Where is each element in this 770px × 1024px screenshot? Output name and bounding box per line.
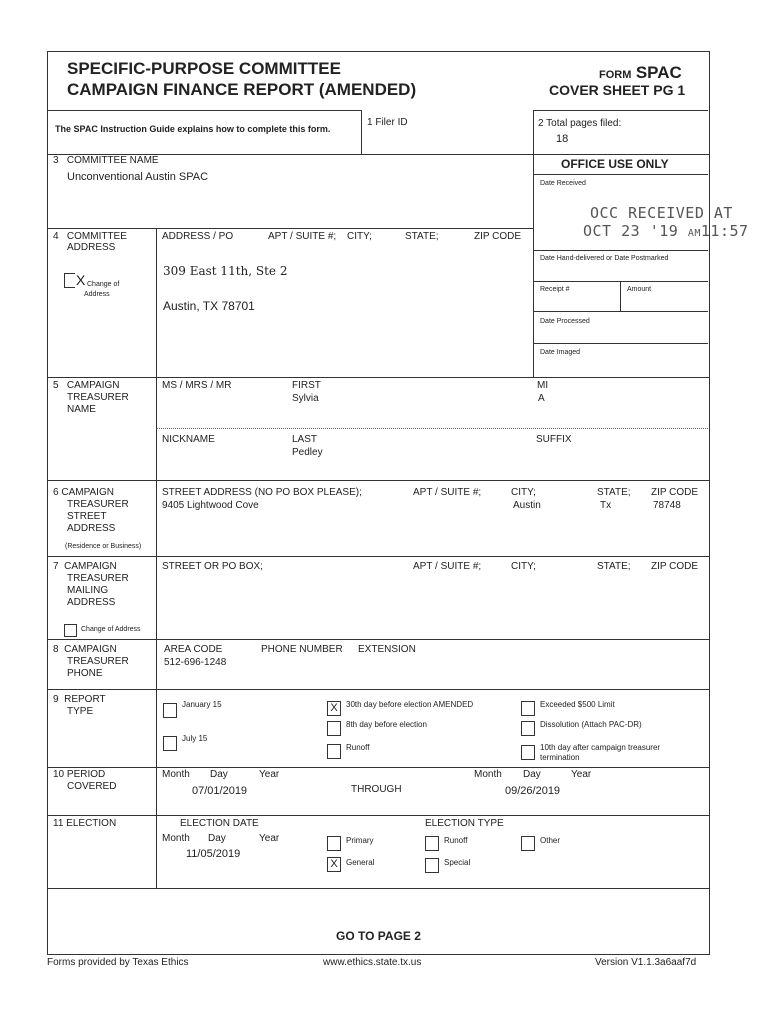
filer-id-label: 1 Filer ID	[367, 117, 408, 128]
first-name-header: FIRST	[292, 380, 321, 391]
street-city-value[interactable]: Austin	[513, 500, 541, 511]
street-city-header: CITY;	[511, 487, 536, 498]
last-name-header: LAST	[292, 434, 318, 445]
election-type-header: ELECTION TYPE	[425, 818, 504, 829]
extension-header: EXTENSION	[358, 644, 416, 655]
total-pages-value[interactable]: 18	[556, 133, 569, 145]
primary-checkbox[interactable]	[327, 836, 341, 851]
phone-value[interactable]: 512-696-1248	[164, 657, 227, 668]
cover-sheet-label: COVER SHEET PG 1	[549, 82, 686, 98]
phone-number-header: PHONE NUMBER	[261, 644, 343, 655]
street-address-value[interactable]: 9405 Lightwood Cove	[162, 500, 259, 511]
footer-left: Forms provided by Texas Ethics	[47, 957, 189, 968]
mi-header: MI	[537, 380, 549, 391]
date-received-label: Date Received	[540, 180, 586, 187]
runoff-election-checkbox[interactable]	[425, 836, 439, 851]
exceeded-limit-checkbox[interactable]	[521, 701, 535, 716]
total-pages-label: 2 Total pages filed:	[538, 118, 622, 129]
receipt-number-label: Receipt #	[540, 286, 570, 293]
apt-suite-header: APT / SUITE #;	[268, 231, 337, 242]
go-to-page-2: GO TO PAGE 2	[336, 929, 421, 943]
committee-address-label: 4 COMMITTEE	[53, 231, 127, 242]
july-15-checkbox[interactable]	[163, 736, 177, 751]
runoff-report-checkbox[interactable]	[327, 744, 341, 759]
office-use-only-title: OFFICE USE ONLY	[561, 157, 669, 171]
received-stamp-line1: OCC RECEIVED AT	[590, 204, 733, 222]
mailing-apt-header: APT / SUITE #;	[413, 561, 482, 572]
10th-day-termination-checkbox[interactable]	[521, 745, 535, 760]
through-label: THROUGH	[351, 784, 402, 795]
received-stamp-line2: OCT 23 '19 AM11:57	[583, 222, 749, 240]
election-label: 11 ELECTION	[53, 818, 117, 829]
amount-label: Amount	[627, 286, 652, 293]
mailing-street-header: STREET OR PO BOX;	[162, 561, 263, 572]
period-covered-label: 10 PERIOD	[53, 769, 106, 780]
state-header: STATE;	[405, 231, 439, 242]
form-title-line2: CAMPAIGN FINANCE REPORT (AMENDED)	[67, 80, 417, 99]
residence-note: (Residence or Business)	[65, 543, 142, 550]
special-checkbox[interactable]	[425, 858, 439, 873]
street-address-header: STREET ADDRESS (NO PO BOX PLEASE);	[162, 487, 362, 498]
first-name-value[interactable]: Sylvia	[292, 393, 319, 404]
other-election-checkbox[interactable]	[521, 836, 535, 851]
area-code-header: AREA CODE	[164, 644, 223, 655]
mailing-state-header: STATE;	[597, 561, 631, 572]
address-line1[interactable]: 309 East 11th, Ste 2	[163, 264, 288, 278]
mailing-city-header: CITY;	[511, 561, 536, 572]
change-of-address-checkbox[interactable]	[64, 273, 75, 288]
form-code: SPAC	[635, 63, 682, 82]
report-type-label: 9 REPORT	[53, 694, 106, 705]
treasurer-mailing-label: 7 CAMPAIGN	[53, 561, 117, 572]
mailing-change-label: Change of Address	[81, 626, 141, 633]
period-to-value[interactable]: 09/26/2019	[505, 785, 561, 797]
instruction-text: The SPAC Instruction Guide explains how to complete this form.	[55, 124, 331, 134]
form-word: FORM	[599, 69, 632, 81]
date-hand-delivered-label: Date Hand-delivered or Date Postmarked	[540, 255, 669, 262]
last-name-value[interactable]: Pedley	[292, 447, 323, 458]
zip-header: ZIP CODE	[474, 231, 522, 242]
suffix-header: SUFFIX	[536, 434, 572, 445]
address-line2[interactable]: Austin, TX 78701	[163, 299, 255, 313]
treasurer-phone-label: 8 CAMPAIGN	[53, 644, 117, 655]
street-zip-value[interactable]: 78748	[653, 500, 681, 511]
filer-id-field[interactable]	[372, 132, 522, 148]
date-imaged-label: Date Imaged	[540, 349, 581, 356]
mi-value[interactable]: A	[538, 393, 545, 404]
prefix-header: MS / MRS / MR	[162, 380, 232, 391]
election-date-value[interactable]: 11/05/2019	[186, 848, 241, 860]
form-title-line1: SPECIFIC-PURPOSE COMMITTEE	[67, 59, 341, 78]
street-zip-header: ZIP CODE	[651, 487, 699, 498]
general-checkbox[interactable]: X	[327, 857, 341, 872]
dissolution-checkbox[interactable]	[521, 721, 535, 736]
8th-day-checkbox[interactable]	[327, 721, 341, 736]
date-processed-label: Date Processed	[540, 318, 590, 325]
mailing-zip-header: ZIP CODE	[651, 561, 699, 572]
january-15-checkbox[interactable]	[163, 703, 177, 718]
election-date-header: ELECTION DATE	[180, 818, 259, 829]
footer-url: www.ethics.state.tx.us	[323, 957, 422, 968]
footer-version: Version V1.1.3a6aaf7d	[595, 957, 697, 968]
committee-name-label: 3 COMMITTEE NAME	[53, 155, 159, 166]
street-state-header: STATE;	[597, 487, 631, 498]
change-of-address-mark: X	[76, 272, 86, 288]
30th-day-checkbox[interactable]: X	[327, 701, 341, 716]
committee-name-value[interactable]: Unconventional Austin SPAC	[67, 171, 209, 183]
treasurer-name-label: 5 CAMPAIGN	[53, 380, 120, 391]
period-from-value[interactable]: 07/01/2019	[192, 785, 248, 797]
street-apt-header: APT / SUITE #;	[413, 487, 482, 498]
mailing-change-checkbox[interactable]	[64, 624, 77, 637]
city-header: CITY;	[347, 231, 372, 242]
address-po-header: ADDRESS / PO	[162, 231, 234, 242]
treasurer-street-label: 6 CAMPAIGN	[53, 487, 114, 498]
street-state-value[interactable]: Tx	[600, 500, 612, 511]
nickname-header: NICKNAME	[162, 434, 215, 445]
